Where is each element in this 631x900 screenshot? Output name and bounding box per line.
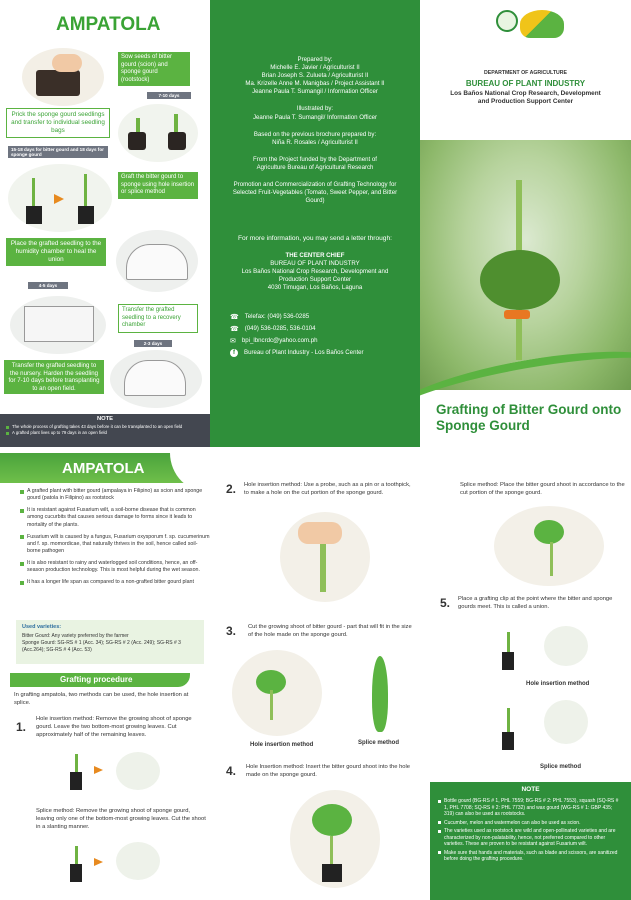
prepared-by-label: Prepared by:: [297, 56, 333, 63]
center-label: Los Baños National Crop Research, Development and Production Support Center: [450, 90, 601, 106]
step5-splice-label: Splice method: [540, 764, 582, 770]
step-graft: Graft the bitter gourd to sponge using hole insertion or splice method: [118, 172, 198, 199]
phone-icon: ☎: [230, 313, 239, 321]
varieties-bitter: Bitter Gourd: Any variety preferred by the farmer: [22, 633, 129, 639]
step-nursery: Transfer the grafted seedling to the nursery. Harden the seedling for 7-10 days before transplanting to an open field.: [4, 360, 104, 394]
based-on-label: Based on the previous brochure prepared by:: [253, 130, 377, 138]
step5-number: 5.: [440, 596, 451, 610]
step3-splice-illustration: [350, 650, 410, 736]
step-recovery: Transfer the grafted seedling to a recovery chamber: [118, 304, 198, 333]
step-humidity: Place the grafted seedling to the humidity chamber to heal the union: [6, 238, 106, 266]
address-line-2: Los Baños National Crop Research, Development and Production Support Center: [241, 268, 389, 284]
varieties-heading: Used varieties:: [22, 624, 62, 630]
step3-splice-label: Splice method: [358, 740, 400, 746]
dept-label: DEPARTMENT OF AGRICULTURE: [484, 70, 567, 76]
bottom-note-heading: NOTE: [521, 786, 540, 793]
top-title: AMPATOLA: [56, 14, 161, 35]
bpi-logo: [520, 10, 564, 38]
procedure-intro: In grafting ampatola, two methods can be used, the hole insertion at splice.: [14, 692, 189, 706]
ampatola-bullet-4: It is also resistant to rainy and waterlogged soil conditions, hence, an off-season production technology. This is most helpful during the wet season.: [27, 560, 200, 574]
ampatola-bullet-5: It has a longer life span as compared to a non-grafted bitter gourd plant: [27, 579, 194, 586]
preparer-3: Ma. Krizelle Anne M. Manigbas / Project Assistant II: [245, 80, 385, 88]
top-note-box: [0, 414, 210, 447]
ampatola-bullet-3: Fusarium wilt is caused by a fungus, Fusarium oxysporum f. sp. cucumerinum and f. sp. momordicae, that naturally thrives in the soil, hence called soil-borne pathogen: [27, 533, 210, 554]
phone-icon: ☎: [230, 325, 239, 333]
preparer-1: Michelle E. Javier / Agriculturist II: [270, 64, 360, 72]
bottom-note-box: [430, 782, 631, 900]
step5-splice-illustration: [484, 692, 594, 758]
humidity-chamber-illustration: [116, 230, 198, 292]
bottom-note-1: Bottle gourd (BG-RS # 1, PHL 7559; BG-RS # 2: PHL 7553), squash (SQ-RS # 1, PHL 7708; SQ-RS # 2: PHL 7732) and wax gourd (WG-RS # 1: GBP 435; 319) can also be used as rootstocks.: [444, 798, 619, 817]
contact-email[interactable]: bpi_lbncrdc@yahoo.com.ph: [241, 336, 318, 344]
sow-days-tag: 7-10 days: [147, 92, 191, 99]
da-logo: [496, 10, 518, 32]
bottom-col-1: [20, 488, 210, 592]
funded-text: From the Project funded by the Department of Agriculture Bureau of Agricultural Research: [253, 155, 377, 171]
step1-number: 1.: [16, 720, 27, 734]
contact-telefax: Telefax: (049) 536-0285: [244, 312, 310, 320]
preparer-2: Brian Joseph S. Zulueta / Agriculturist II: [261, 72, 369, 80]
illustrator: Jeanne Paula T. Sumangil/ Information Officer: [252, 113, 378, 121]
illustrated-by-label: Illustrated by:: [296, 105, 334, 113]
facebook-icon: f: [230, 349, 238, 357]
sowing-illustration: [22, 48, 104, 106]
ampatola-bullet-1: A grafted plant with bitter gourd (ampalaya in Filipino) as scion and sponge gourd (patola in Filipino) as rootstock: [27, 488, 203, 502]
prick-days-tag: 15-18 days for bitter gourd and 18 days for sponge gourd: [8, 146, 108, 158]
step1-splice-text: Splice method: Remove the growing shoot of sponge gourd, leaving only one of the bottom-most growing leaves. Cut the shoot in a slanting manner.: [36, 808, 206, 830]
nursery-illustration: [110, 350, 202, 408]
step4-text: Hole Insertion method: Insert the bitter gourd shoot into the hole made on the sponge gourd.: [246, 764, 411, 778]
step3-text: Cut the growing shoot of bitter gourd - part that will fit in the size of the hole made on the sponge gourd.: [248, 624, 412, 638]
more-info-text: For more information, you may send a letter through:: [238, 235, 392, 243]
step3-number: 3.: [226, 624, 237, 638]
bureau-label: BUREAU OF PLANT INDUSTRY: [465, 79, 586, 88]
varieties-box: [16, 620, 204, 664]
top-note-item-2: A grafted plant lives up to 79 days in an open field: [12, 430, 107, 435]
step2-number: 2.: [226, 482, 237, 496]
top-note-item-1: The whole process of grafting takes 43 days before it can be transplanted to an open field: [12, 424, 183, 429]
top-panel-left: [0, 0, 210, 447]
step4-number: 4.: [226, 764, 237, 778]
cover-title: Grafting of Bitter Gourd onto Sponge Gourd: [436, 402, 622, 433]
step1-hole-illustration: [54, 748, 174, 796]
step3-hole-illustration: [232, 650, 322, 736]
step1-splice-illustration: [54, 838, 174, 888]
step5-text: Place a grafting clip at the point where the bitter and sponge gourds meet. This is called a union.: [458, 596, 613, 610]
mail-icon: ✉: [230, 337, 236, 345]
address-line-3: 4030 Timugan, Los Baños, Laguna: [267, 284, 363, 292]
recovery-days-tag: 2-3 days: [134, 340, 172, 347]
splice-top-text: Splice method: Place the bitter gourd shoot in accordance to the cut portion of the sponge gourd.: [460, 482, 625, 496]
promotion-text: Promotion and Commercialization of Grafting Technology for Selected Fruit-Vegetables (Tomato, Sweet Pepper, and Bitter Gourd): [232, 181, 398, 205]
seedling-pots-illustration: [118, 104, 198, 162]
humidity-days-tag: 4-5 days: [28, 282, 68, 289]
step1-hole-text: Hole insertion method: Remove the growing shoot of sponge gourd. Leave the two bottom-most growing leaves. Cut approximately half of the remaining leaves.: [36, 716, 192, 738]
bottom-title: AMPATOLA: [62, 460, 145, 477]
step5-hole-label: Hole insertion method: [526, 681, 590, 687]
center-chief: THE CENTER CHIEF: [285, 252, 345, 260]
graft-pots-illustration: [8, 164, 112, 232]
splice-top-illustration: [494, 506, 604, 586]
contact-phone: (049) 536-0285, 536-0104: [244, 324, 316, 332]
varieties-sponge: Sponge Gourd: SG-RS # 1 (Acc. 34); SG-RS # 2 (Acc. 249); SG-RS # 3 (Acc.264); SG-RS # 4 (Acc. 53): [22, 639, 181, 653]
based-on-author: Niña R. Rosales / Agriculturist II: [272, 138, 358, 146]
bottom-note-3: The varieties used as rootstock are wild and open-pollinated varieties and are characterized by non-palatability, hence, not preferred compared to other varieties. These are proven to be resistant against Fusarium wilt.: [444, 828, 616, 847]
step2-illustration: [280, 512, 370, 602]
step4-illustration: [290, 790, 380, 888]
top-note-heading: NOTE: [96, 416, 114, 422]
contact-facebook[interactable]: Bureau of Plant Industry - Los Baños Center: [244, 348, 364, 356]
step5-hole-illustration: [484, 622, 594, 678]
preparer-4: Jeanne Paula T. Sumangil / Information Officer: [252, 88, 378, 96]
step2-text: Hole insertion method: Use a probe, such as a pin or a toothpick, to make a hole on the cut portion of the sponge gourd.: [244, 482, 411, 496]
ampatola-bullet-2: It is resistant against Fusarium wilt, a soil-borne disease that is common among cucurbits that causes serious damage to forms since it leads to mortality of the plants.: [27, 507, 196, 528]
bottom-note-4: Make sure that hands and materials, such as blade and scissors, are sanitized before doing the grafting procedure.: [444, 849, 618, 862]
step-sow: Sow seeds of bitter gourd (scion) and sponge gourd (rootstock): [118, 52, 190, 86]
top-panel-right: [420, 0, 631, 447]
procedure-heading: Grafting procedure: [60, 675, 133, 684]
address-line-1: BUREAU OF PLANT INDUSTRY: [270, 260, 360, 268]
top-panel-middle: [210, 0, 420, 447]
step-prick: Prick the sponge gourd seedlings and transfer to individual seedling bags: [6, 108, 110, 138]
recovery-chamber-illustration: [10, 296, 106, 354]
bottom-note-2: Cucumber, melon and watermelon can also be used as scion.: [444, 819, 581, 826]
step3-hole-label: Hole insertion method: [250, 742, 314, 748]
